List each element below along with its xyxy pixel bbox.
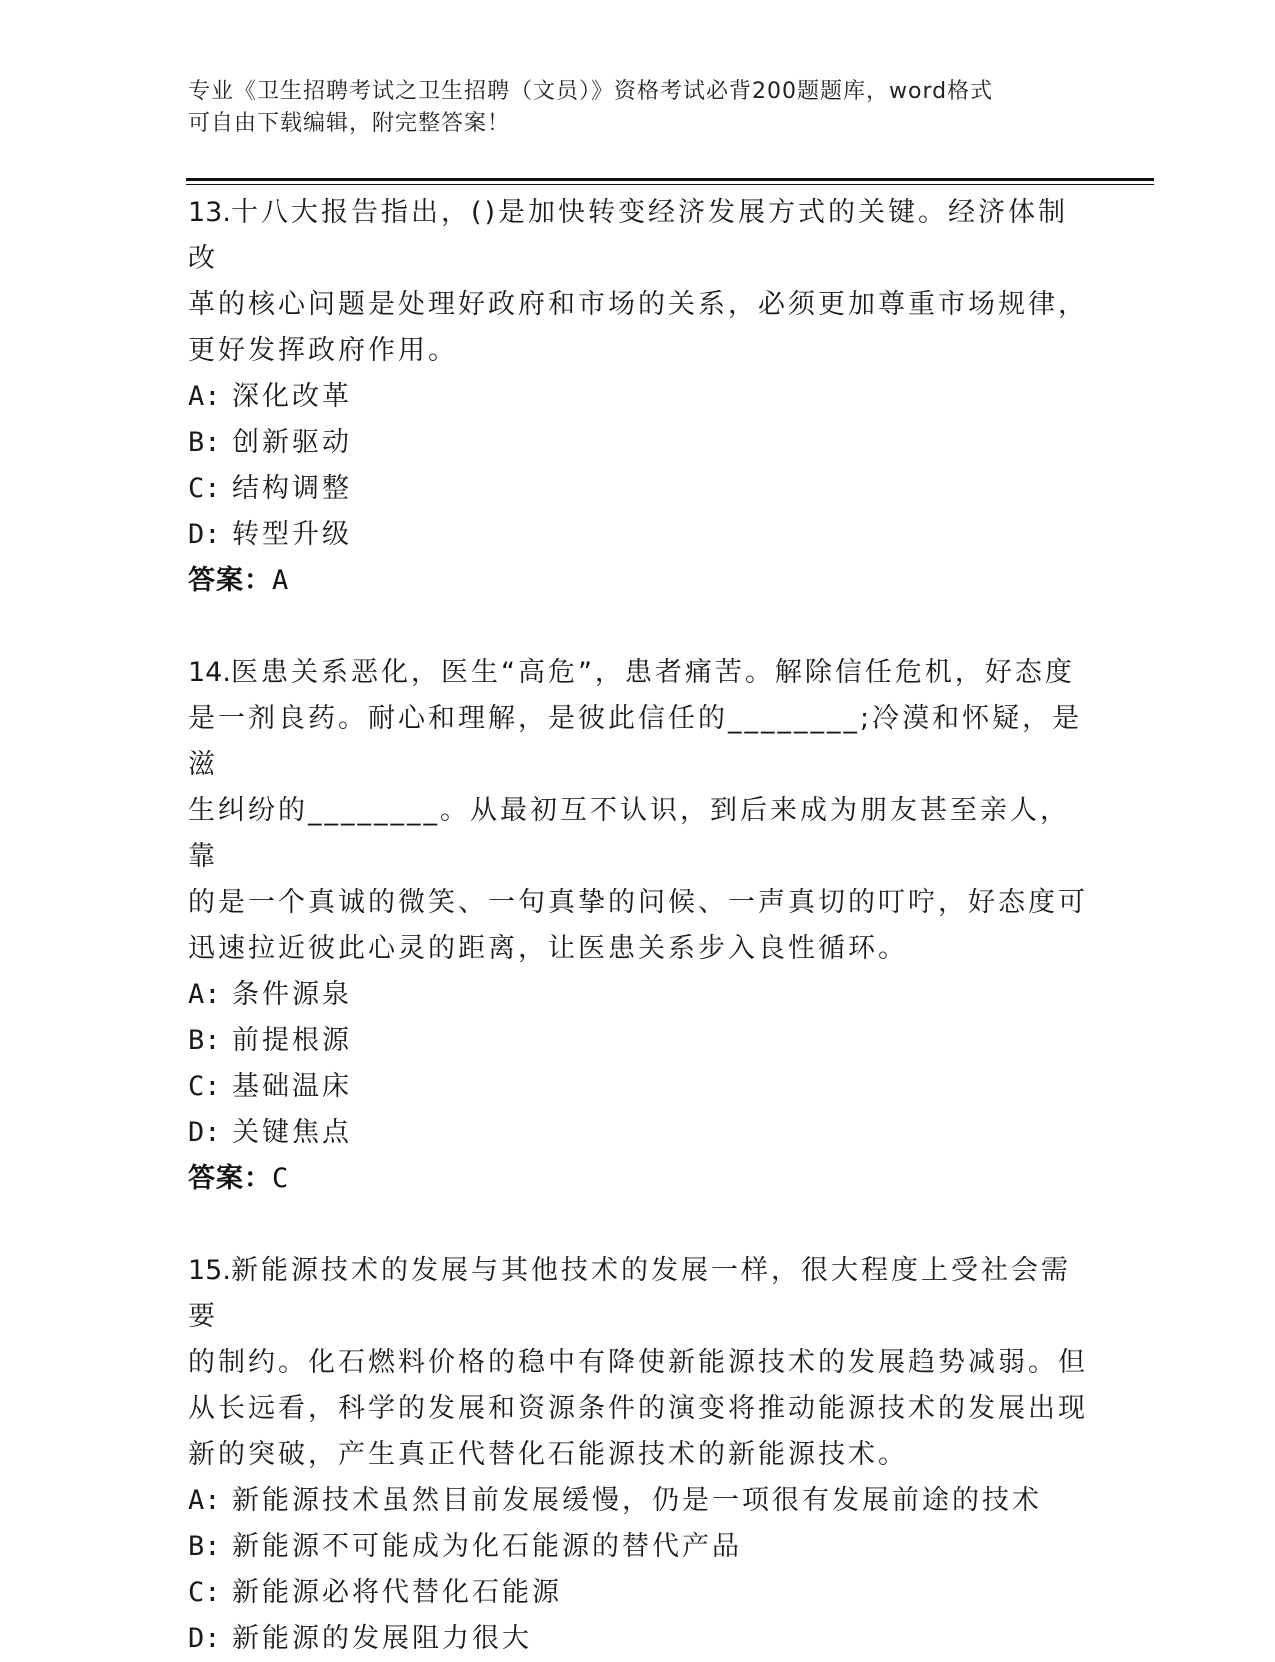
- option-text: 新能源必将代替化石能源: [232, 1577, 562, 1608]
- option-c: [188, 1064, 1088, 1110]
- option-d: [188, 1110, 1088, 1156]
- option-key: D:: [188, 519, 221, 550]
- option-key: A:: [188, 979, 221, 1010]
- option-text: 转型升级: [232, 519, 352, 550]
- option-key: B:: [188, 1531, 221, 1562]
- stem-line: 的制约。化石燃料价格的稳中有降使新能源技术的发展趋势减弱。但: [188, 1347, 1088, 1378]
- header-divider-thin: [186, 184, 1154, 185]
- stem-line: 新的突破，产生真正代替化石能源技术的新能源技术。: [188, 1439, 908, 1470]
- option-key: B:: [188, 427, 221, 458]
- option-text: 条件源泉: [232, 979, 352, 1010]
- question-number: 15.: [188, 1255, 231, 1286]
- option-text: 关键焦点: [232, 1117, 352, 1148]
- option-a: [188, 374, 1088, 420]
- question-13: [188, 190, 1088, 604]
- question-stem: [188, 1248, 1088, 1478]
- option-d: [188, 512, 1088, 558]
- option-a: [188, 972, 1088, 1018]
- header-title-line-2: 可自由下载编辑，附完整答案！: [188, 111, 511, 136]
- answer-value: C: [272, 1163, 290, 1194]
- option-key: A:: [188, 1485, 221, 1516]
- stem-line: 生纠纷的________。从最初互不认识，到后来成为朋友甚至亲人，靠: [188, 795, 1070, 872]
- question-list: [188, 190, 1088, 1662]
- question-number: 14.: [188, 657, 231, 688]
- option-key: D:: [188, 1623, 221, 1654]
- option-text: 基础温床: [232, 1071, 352, 1102]
- header-divider-thick: [186, 178, 1154, 181]
- question-number: 13.: [188, 197, 231, 228]
- option-b: [188, 420, 1088, 466]
- spacer: [188, 1202, 1088, 1248]
- option-key: B:: [188, 1025, 221, 1056]
- answer-label: 答案：: [188, 1163, 272, 1194]
- spacer: [188, 604, 1088, 650]
- option-d: [188, 1616, 1088, 1662]
- answer-line: [188, 1156, 1088, 1202]
- option-text: 深化改革: [232, 381, 352, 412]
- question-14: [188, 650, 1088, 1202]
- option-text: 新能源技术虽然目前发展缓慢，仍是一项很有发展前途的技术: [232, 1485, 1042, 1516]
- stem-line: 15.新能源技术的发展与其他技术的发展一样，很大程度上受社会需要: [188, 1255, 1071, 1332]
- stem-line: 革的核心问题是处理好政府和市场的关系，必须更加尊重市场规律，: [188, 289, 1088, 320]
- option-key: C:: [188, 1577, 221, 1608]
- stem-line: 的是一个真诚的微笑、一句真挚的问候、一声真切的叮咛，好态度可: [188, 887, 1088, 918]
- header-title-line-1: 专业《卫生招聘考试之卫生招聘（文员）》资格考试必背200题题库，word格式: [188, 79, 994, 104]
- option-c: [188, 466, 1088, 512]
- option-b: [188, 1524, 1088, 1570]
- stem-line: 从长远看，科学的发展和资源条件的演变将推动能源技术的发展出现: [188, 1393, 1088, 1424]
- stem-line: 迅速拉近彼此心灵的距离，让医患关系步入良性循环。: [188, 933, 908, 964]
- answer-value: A: [272, 565, 290, 596]
- document-header: [188, 76, 1068, 140]
- option-text: 前提根源: [232, 1025, 352, 1056]
- stem-line: 14.医患关系恶化，医生“高危”，患者痛苦。解除信任危机，好态度: [188, 657, 1075, 688]
- answer-line: [188, 558, 1088, 604]
- question-stem: [188, 190, 1088, 374]
- option-key: C:: [188, 1071, 221, 1102]
- option-text: 结构调整: [232, 473, 352, 504]
- option-c: [188, 1570, 1088, 1616]
- stem-line: 是一剂良药。耐心和理解，是彼此信任的________;冷漠和怀疑，是滋: [188, 703, 1083, 780]
- question-15: [188, 1248, 1088, 1662]
- stem-line: 更好发挥政府作用。: [188, 335, 458, 366]
- option-key: A:: [188, 381, 221, 412]
- option-b: [188, 1018, 1088, 1064]
- question-stem: [188, 650, 1088, 972]
- option-text: 新能源的发展阻力很大: [232, 1623, 532, 1654]
- option-text: 创新驱动: [232, 427, 352, 458]
- stem-line: 13.十八大报告指出，()是加快转变经济发展方式的关键。经济体制改: [188, 197, 1069, 274]
- option-text: 新能源不可能成为化石能源的替代产品: [232, 1531, 742, 1562]
- option-key: D:: [188, 1117, 221, 1148]
- option-a: [188, 1478, 1088, 1524]
- answer-label: 答案：: [188, 565, 272, 596]
- option-key: C:: [188, 473, 221, 504]
